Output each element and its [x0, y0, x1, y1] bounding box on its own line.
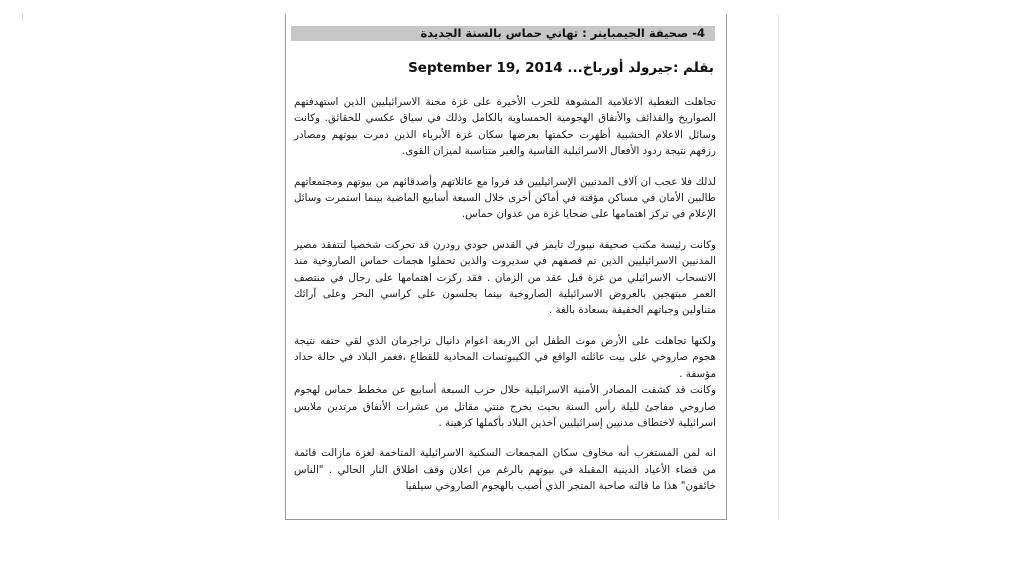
paragraph: انه لمن المستغرب أنه مخاوف سكان المجمعات السكنية الاسرائيلية المتاخمة لغزة مازالت قائمة من قضاء الأعياد الدينية المقبلة في بيوتهم بالرغم من اعلان وقف اطلاق النار الحالي . "الناس خائفون" هذا ما قالته صاحبة المتجر الذي أصيب بالهجوم الصاروخي سيلفيا — [294, 447, 716, 493]
byline-date: September 19, 2014 — [408, 60, 563, 76]
paragraph: وكانت رئيسة مكتب صحيفة نيبورك تايمز في القدس جودي رودرن قد تحركت شخصيا لتتفقد مصير المدنيين الاسرائيليين الذين تم قصفهم في سديروت والذين تحملوا هجمات حماس الصاروخية منذ الانسحاب الاسرائيلي من غزة قبل عقد من الزمان . فقد ركزت اهتمامها على رجال في منتصف العمر مبتهجين بالعروض الاسرائيلية الصاروخية بينما يجلسون على كراسي البحر وعلى آرائك متناولين وجباتهم الخفيفة بسعادة بالغة . — [294, 238, 716, 317]
article-byline — [408, 58, 714, 78]
paragraph: لذلك فلا عجب ان آلاف المدنيين الإسرائيليين قد فروا مع عائلاتهم وأصدقائهم من بيوتهم ومجتمعاتهم طالبين الأمان في مساكن مؤقتة في أماكن أخرى خلال السبعة أسابيع الماضية بينما استمرت وسائل الإعلام في تركز اهتمامها على ضحايا غزة من عدوان حماس. — [294, 175, 716, 221]
margin-mark — [22, 14, 23, 20]
paragraph: تجاهلت التغطية الاعلامية المشوهة للحرب الأخيرة على غزة محنة الاسرائيليين الذين استهدفتهم الصواريخ والقذائف والأنفاق الهجومية الحمساوية بالكامل وذلك في سياق عكسي للحقائق. وكانت وسائل الاعلام الخشبية أظهرت حكمتها بعرضها سكان غزة الأبرياء الذين دمرت بيوتهم ومصادر رزقهم نتيجة ردود الأفعال الاسرائيلية القاسية والغير متناسبة لميزان القوى. — [294, 96, 716, 158]
byline-author: بقلم :جيرولد أورباخ... — [567, 60, 714, 76]
viewer-top-margin — [0, 0, 1024, 14]
page-guide-line — [778, 14, 779, 520]
document-page — [285, 14, 727, 520]
paragraph: وكانت قد كشفت المصادر الأمنية الاسرائيلية خلال حرب السبعة أسابيع عن مخطط حماس لهجوم صاروخي مفاجئ لليلة رأس السنة بحيث يخرج منتي مقاتل من عشرات الأنفاق مرتدين ملابس اسرائيلية لاختطاف مدنيين إسرائيليين آخذين البلاد بأكملها كرهينة . — [294, 384, 716, 429]
paragraph: ولكنها تجاهلت على الأرض موت الطفل ابن الاربعة اعوام دانيال تراجرمان الذي لقي حتفه نتيجة هجوم صاروخي على بيت عائلته الواقع في الكيبوتسات المحادية للقطاع ،فغمر البلاد في حالة حداد مؤسفة . — [294, 334, 716, 380]
article-heading: 4- صحيفة الجيمباينر : تهاني حماس بالسنة الجديدة — [291, 26, 715, 41]
article-body — [294, 94, 716, 495]
